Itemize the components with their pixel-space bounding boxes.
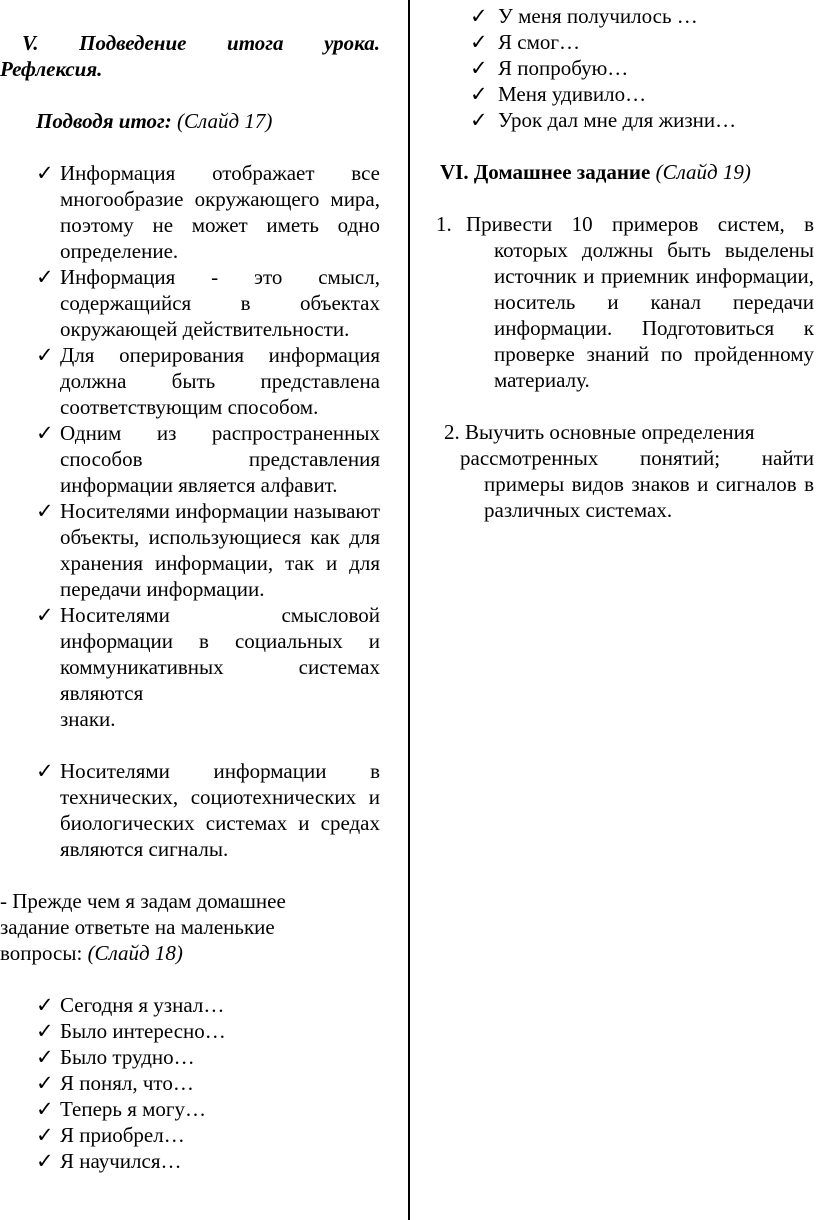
summary-item: ✓ Информация отображает все многообразие окружающего мира, поэтому не может иметь одно определение. bbox=[36, 161, 380, 263]
summary-item: ✓ Носителями смысловой информации в социальных и коммуникативных системах являются bbox=[36, 603, 380, 705]
checkmark-icon: ✓ bbox=[470, 108, 488, 132]
section-v-number: V. bbox=[22, 31, 39, 55]
reflection-item: ✓ У меня получилось … bbox=[470, 4, 698, 28]
reflection-item: ✓ Было интересно… bbox=[36, 1019, 226, 1043]
summary-item: ✓ Носителями информации называют объекты, использующиеся как для хранения информации, так и для передачи информации. bbox=[36, 499, 380, 601]
checkmark-icon: ✓ bbox=[36, 499, 54, 523]
homework-item-2-line1: Выучить основные определения bbox=[465, 420, 755, 444]
checkmark-icon: ✓ bbox=[470, 30, 488, 54]
reflection-item: ✓ Я приобрел… bbox=[36, 1123, 185, 1147]
reflection-item: ✓ Я смог… bbox=[470, 30, 580, 54]
summary-item: ✓ Одним из распространенных способов представления информации является алфавит. bbox=[36, 421, 380, 497]
checkmark-icon: ✓ bbox=[36, 1123, 54, 1147]
summary-item: ✓ Информация - это смысл, содержащийся в объектах окружающей действительности. bbox=[36, 265, 380, 341]
reflection-item: ✓ Меня удивило… bbox=[470, 82, 647, 106]
checkmark-icon: ✓ bbox=[470, 56, 488, 80]
checkmark-icon: ✓ bbox=[36, 993, 54, 1017]
left-column bbox=[0, 0, 380, 1174]
checkmark-icon: ✓ bbox=[470, 82, 488, 106]
section-v-heading bbox=[0, 30, 380, 82]
homework-item-2 bbox=[436, 419, 814, 523]
reflection-item: ✓ Я попробую… bbox=[470, 56, 629, 80]
homework-item-1-text: Привести 10 примеров систем, в которых должны быть выделены источник и приемник информации, носитель и канал передачи информации. Подготовиться к проверке знаний по пройденному материалу. bbox=[466, 212, 814, 392]
section-vi-slide-ref: (Слайд 19) bbox=[655, 160, 751, 184]
checkmark-icon: ✓ bbox=[36, 1019, 54, 1043]
checkmark-icon: ✓ bbox=[36, 1097, 54, 1121]
reflection-item: ✓ Я научился… bbox=[36, 1149, 182, 1173]
column-divider bbox=[408, 0, 410, 1220]
reflection-list-right bbox=[436, 3, 814, 133]
checkmark-icon: ✓ bbox=[36, 603, 54, 627]
question-intro: - Прежде чем я задам домашнее задание ответьте на маленькие вопросы: (Слайд 18) bbox=[0, 889, 286, 965]
reflection-item: ✓ Сегодня я узнал… bbox=[36, 993, 225, 1017]
reflection-list-left bbox=[0, 992, 380, 1174]
reflection-item: ✓ Было трудно… bbox=[36, 1045, 195, 1069]
homework-item-1 bbox=[436, 211, 814, 393]
right-column bbox=[436, 0, 814, 523]
section-v-title: Подведение итога урока. Рефлексия. bbox=[0, 31, 380, 81]
reflection-item: ✓ Я понял, что… bbox=[36, 1071, 194, 1095]
checkmark-icon: ✓ bbox=[36, 343, 54, 367]
homework-item-1-number: 1. bbox=[436, 212, 452, 236]
homework-item-2-text: рассмотренных понятий; найти примеры видов знаков и сигналов в различных системах. bbox=[460, 446, 814, 522]
checkmark-icon: ✓ bbox=[36, 1045, 54, 1069]
summary-slide-ref: (Слайд 17) bbox=[177, 109, 273, 133]
section-vi-title: Домашнее задание bbox=[473, 160, 651, 184]
summary-label: Подводя итог: bbox=[36, 109, 172, 133]
checkmark-icon: ✓ bbox=[36, 421, 54, 445]
checkmark-icon: ✓ bbox=[36, 759, 54, 783]
reflection-item: ✓ Теперь я могу… bbox=[36, 1097, 207, 1121]
question-slide-ref: (Слайд 18) bbox=[87, 941, 183, 965]
summary-item: ✓ Носителями информации в технических, социотехнических и биологических системах и средах являются сигналы. bbox=[36, 759, 380, 861]
reflection-item: ✓ Урок дал мне для жизни… bbox=[470, 108, 737, 132]
summary-list bbox=[0, 160, 380, 862]
checkmark-icon: ✓ bbox=[36, 1071, 54, 1095]
summary-item: ✓ Для оперирования информация должна быть представлена соответствующим способом. bbox=[36, 343, 380, 419]
checkmark-icon: ✓ bbox=[36, 265, 54, 289]
checkmark-icon: ✓ bbox=[36, 1149, 54, 1173]
summary-label-line bbox=[0, 108, 380, 134]
checkmark-icon: ✓ bbox=[470, 4, 488, 28]
section-vi-heading bbox=[436, 159, 814, 185]
checkmark-icon: ✓ bbox=[36, 161, 54, 185]
homework-item-2-number: 2. bbox=[444, 420, 460, 444]
summary-item-continuation: знаки. bbox=[60, 707, 116, 731]
section-vi-number: VI. bbox=[440, 160, 469, 184]
